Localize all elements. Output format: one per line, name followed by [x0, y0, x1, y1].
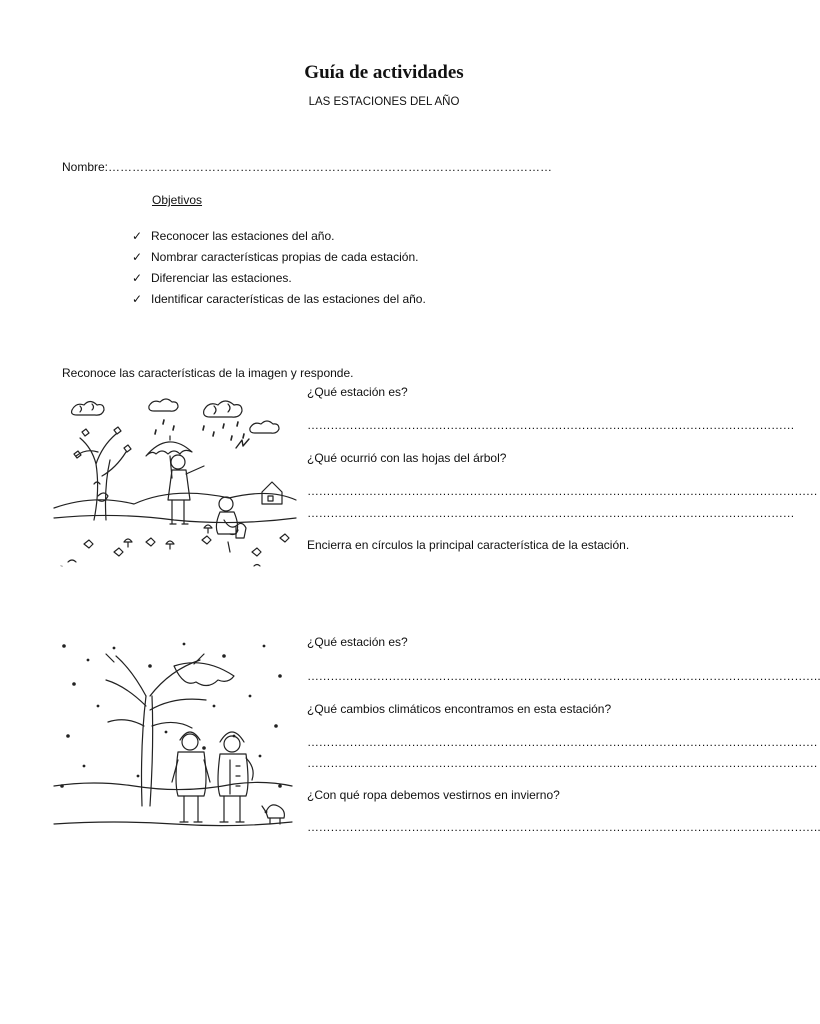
page-title: Guía de actividades: [304, 62, 464, 83]
page-subtitle: LAS ESTACIONES DEL AÑO: [308, 96, 460, 108]
cloud-icon: [72, 402, 104, 416]
snowflakes: [60, 643, 282, 814]
answer-line[interactable]: ………………………………………………………………………………………………………………: [307, 506, 795, 520]
tree-icon: [74, 427, 131, 520]
list-item: [132, 226, 426, 247]
question-winter-3: ¿Con qué ropa debemos vestirnos en invierno?: [307, 788, 560, 802]
question-winter-2: ¿Qué cambios climáticos encontramos en esta estación?: [307, 702, 612, 716]
checkmark-icon: ✓: [132, 271, 143, 285]
tree-icon: [106, 654, 234, 806]
answer-line[interactable]: ……………………………………………………………………………………………………………………: [307, 735, 818, 749]
question-autumn-1: ¿Qué estación es?: [307, 385, 408, 399]
child-with-basket-figure: [216, 497, 246, 552]
question-autumn-2: ¿Qué ocurrió con las hojas del árbol?: [307, 451, 507, 465]
checkmark-icon: ✓: [132, 292, 143, 306]
objectives-list: [132, 226, 426, 310]
checkmark-icon: ✓: [132, 250, 143, 264]
child-in-coat-figure: [172, 732, 210, 822]
list-item: [132, 247, 426, 268]
instruction-text: Reconoce las características de la imagen y responde.: [62, 366, 354, 380]
child-with-umbrella-figure: [146, 436, 204, 524]
cloud-icon: [149, 399, 178, 411]
objective-text: Nombrar características propias de cada estación.: [151, 250, 419, 264]
svg-text:~: ~: [60, 564, 63, 570]
question-autumn-3: Encierra en círculos la principal característica de la estación.: [307, 538, 630, 552]
autumn-scene-illustration: [54, 392, 296, 574]
list-item: [132, 289, 426, 310]
name-field[interactable]: Nombre:…………………………………………………………………………………………………: [62, 160, 553, 174]
question-winter-1: ¿Qué estación es?: [307, 635, 408, 649]
objectives-heading: Objetivos: [152, 193, 203, 207]
dog-icon: [262, 805, 284, 824]
answer-line[interactable]: ……………………………………………………………………………………………………………………: [307, 484, 818, 498]
objective-text: Reconocer las estaciones del año.: [151, 229, 335, 243]
winter-scene-illustration: [54, 636, 292, 836]
objective-text: Identificar características de las estaciones del año.: [151, 292, 426, 306]
checkmark-icon: ✓: [132, 229, 143, 243]
objective-text: Diferenciar las estaciones.: [151, 271, 292, 285]
cloud-icon: [204, 401, 279, 433]
answer-line[interactable]: …………………………………………………………………………………………………………………….: [307, 669, 820, 683]
child-in-hood-figure: [218, 732, 253, 822]
answer-line[interactable]: ………………………………………………………………………………………………………………: [307, 418, 795, 432]
answer-line[interactable]: …………………………………………………………………………………………………………………….: [307, 820, 820, 834]
list-item: [132, 268, 426, 289]
answer-line[interactable]: ……………………………………………………………………………………………………………………: [307, 756, 818, 770]
